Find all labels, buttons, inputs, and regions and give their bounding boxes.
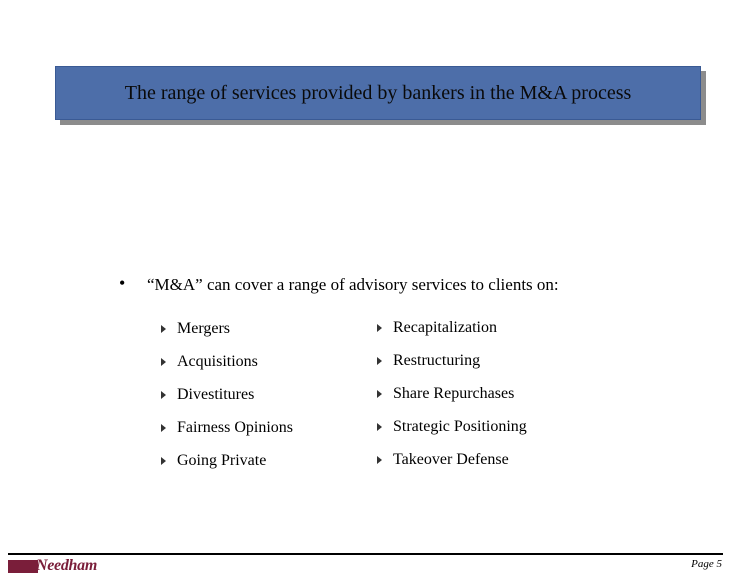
arrow-bullet-icon: [377, 423, 382, 431]
page-number: Page 5: [691, 558, 722, 570]
list-item: [376, 344, 596, 377]
arrow-bullet-icon: [377, 357, 382, 365]
service-label: Acquisitions: [177, 352, 258, 370]
list-item: [376, 443, 596, 476]
bullet-icon: •: [119, 273, 126, 293]
arrow-bullet-icon: [161, 457, 166, 465]
service-label: Share Repurchases: [393, 384, 515, 402]
service-label: Takeover Defense: [393, 450, 509, 468]
footer-divider: [8, 553, 723, 555]
service-label: Recapitalization: [393, 318, 497, 336]
slide-title: The range of services provided by bankers in the M&A process: [124, 81, 632, 104]
list-item: [376, 377, 596, 410]
list-item: [376, 311, 596, 344]
service-label: Strategic Positioning: [393, 417, 527, 435]
services-left-column: [160, 312, 380, 477]
service-label: Restructuring: [393, 351, 481, 369]
arrow-bullet-icon: [377, 324, 382, 332]
service-label: Fairness Opinions: [177, 418, 293, 436]
arrow-bullet-icon: [161, 424, 166, 432]
list-item: [160, 378, 380, 411]
service-label: Mergers: [177, 319, 231, 337]
services-right-column: [376, 311, 596, 476]
list-item: [160, 312, 380, 345]
arrow-bullet-icon: [161, 391, 166, 399]
title-banner: [55, 66, 701, 120]
arrow-bullet-icon: [161, 358, 166, 366]
list-item: [160, 345, 380, 378]
logo-bar: [8, 560, 38, 573]
service-label: Going Private: [177, 451, 267, 469]
list-item: [160, 444, 380, 477]
arrow-bullet-icon: [377, 390, 382, 398]
arrow-bullet-icon: [377, 456, 382, 464]
arrow-bullet-icon: [161, 325, 166, 333]
logo-text: Needham: [36, 557, 98, 574]
list-item: [160, 411, 380, 444]
intro-text: “M&A” can cover a range of advisory services to clients on:: [147, 275, 559, 294]
list-item: [376, 410, 596, 443]
service-label: Divestitures: [177, 385, 255, 403]
needham-logo: [8, 557, 103, 575]
